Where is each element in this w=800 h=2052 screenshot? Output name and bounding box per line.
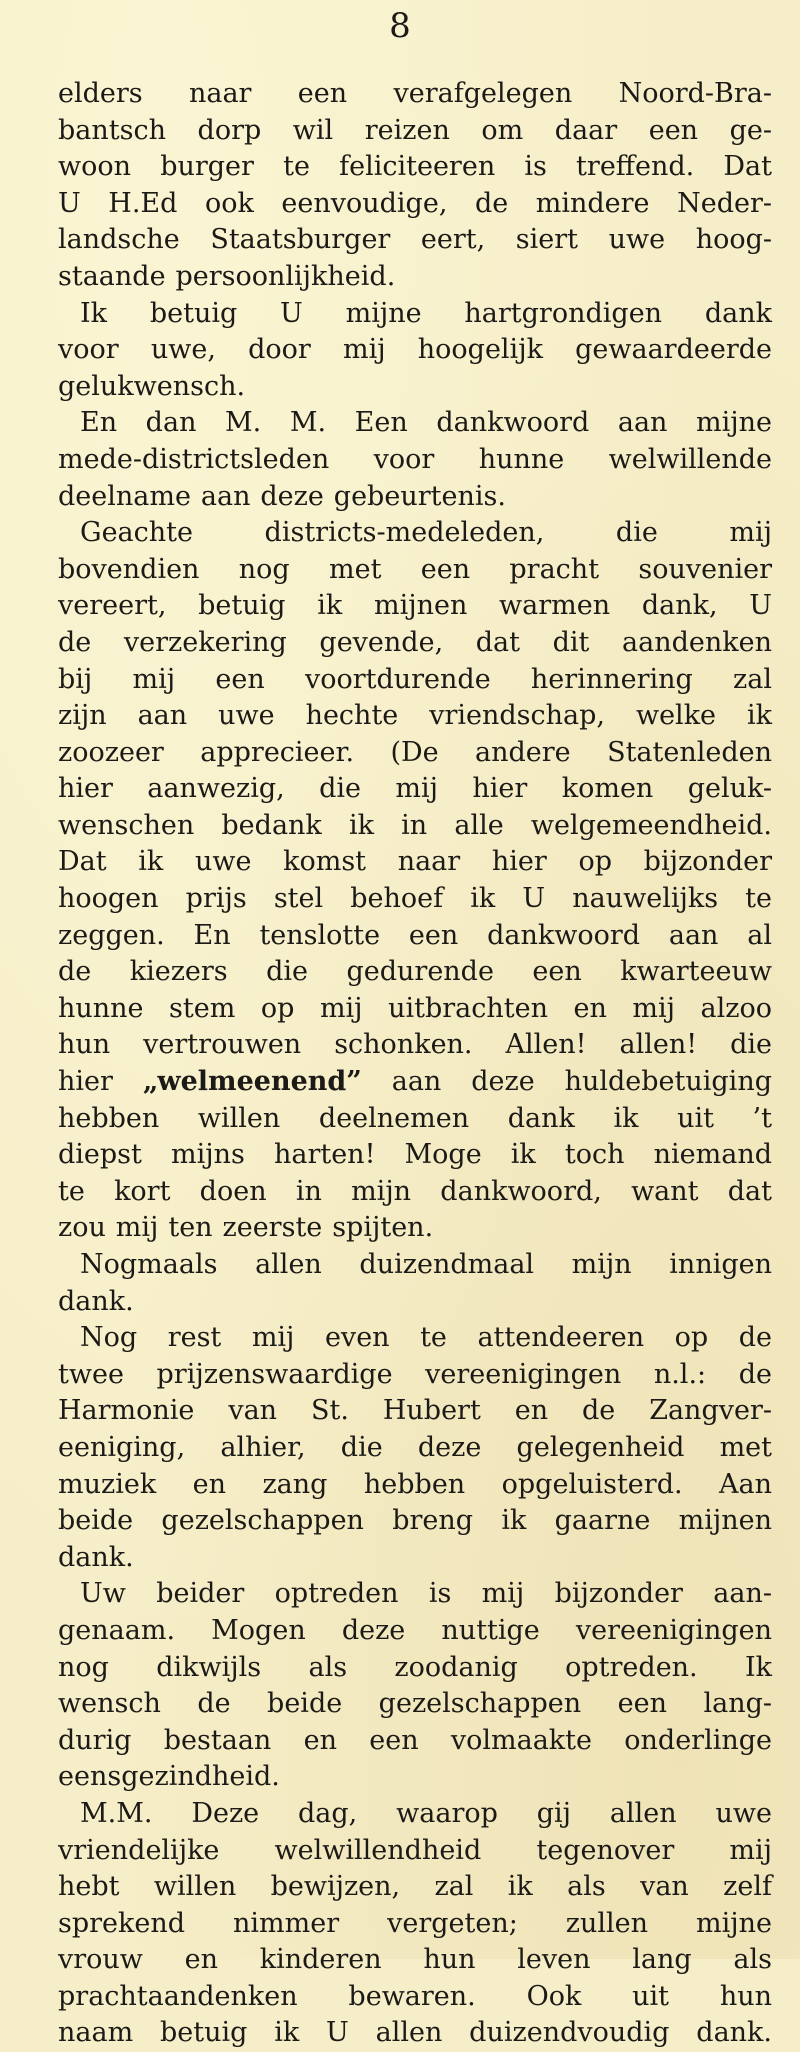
text-line: diepst mijns harten! Moge ik toch niemand [58, 1139, 772, 1171]
text-line-segment: hier [58, 1066, 143, 1098]
text-line: gelukwensch. [58, 370, 246, 402]
text-line: wensch de beide gezelschappen een lang- [58, 1688, 772, 1720]
text-line: muziek en zang hebben opgeluisterd. Aan [58, 1468, 772, 1500]
text-line: Geachte districts-medeleden, die mij [80, 517, 772, 549]
emphasized-word: „welmeenend” [142, 1066, 362, 1098]
text-line: vereert, betuig ik mijnen warmen dank, U [58, 590, 772, 622]
text-line: beide gezelschappen breng ik gaarne mijnen [58, 1505, 772, 1537]
text-line: zoozeer apprecieer. (De andere Statenleden [58, 736, 772, 768]
text-line: zou mij ten zeerste spijten. [58, 1212, 434, 1244]
text-line: Uw beider optreden is mij bijzonder aan- [80, 1578, 772, 1610]
text-line: deelname aan deze gebeurtenis. [58, 480, 506, 512]
text-line: hunne stem op mij uitbrachten en mij alzoo [58, 992, 772, 1024]
text-line: nog dikwijls als zoodanig optreden. Ik [58, 1651, 772, 1683]
text-line: U H.Ed ook eenvoudige, de mindere Neder- [58, 187, 772, 219]
text-line: naam betuig ik U allen duizendvoudig dank. [58, 2017, 772, 2049]
text-line: genaam. Mogen deze nuttige vereenigingen [58, 1614, 772, 1646]
text-line: En dan M. M. Een dankwoord aan mijne [80, 407, 772, 439]
page-number: 8 [389, 6, 411, 46]
text-line: M.M. Deze dag, waarop gij allen uwe [80, 1797, 772, 1829]
text-line: dank. [58, 1285, 134, 1317]
text-line: zijn aan uwe hechte vriendschap, welke ik [58, 700, 772, 732]
text-line: te kort doen in mijn dankwoord, want dat [58, 1175, 772, 1207]
text-line: eensgezindheid. [58, 1761, 280, 1793]
text-line: hier aanwezig, die mij hier komen geluk- [58, 773, 772, 805]
text-line: sprekend nimmer vergeten; zullen mijne [58, 1907, 772, 1939]
text-line: hun vertrouwen schonken. Allen! allen! die [58, 1029, 772, 1061]
text-line: de verzekering gevende, dat dit aandenken [58, 626, 772, 658]
text-line: Harmonie van St. Hubert en de Zangver- [58, 1395, 772, 1427]
text-line: zeggen. En tenslotte een dankwoord aan al [58, 919, 772, 951]
text-line: hebben willen deelnemen dank ik uit ’t [58, 1102, 772, 1134]
text-line: vrouw en kinderen hun leven lang als [58, 1944, 772, 1976]
text-line: staande persoonlijkheid. [58, 260, 396, 292]
text-line: bij mij een voortdurende herinnering zal [58, 663, 772, 695]
text-line: Nog rest mij even te attendeeren op de [80, 1322, 772, 1354]
text-line: woon burger te feliciteeren is treffend. Dat [58, 151, 772, 183]
text-line: bantsch dorp wil reizen om daar een ge- [58, 114, 772, 146]
text-line: dank. [58, 1541, 134, 1573]
text-line: durig bestaan en een volmaakte onderlinge [58, 1724, 772, 1756]
text-line: prachtaandenken bewaren. Ook uit hun [58, 1980, 772, 2012]
text-line: Ik betuig U mijne hartgrondigen dank [80, 297, 772, 329]
text-line: eeniging, alhier, die deze gelegenheid met [58, 1431, 772, 1463]
body-text [58, 76, 772, 2052]
text-line: Nogmaals allen duizendmaal mijn innigen [80, 1249, 772, 1280]
text-line: elders naar een verafgelegen Noord-Bra- [58, 78, 772, 109]
text-line: hebt willen bewijzen, zal ik als van zelf [58, 1871, 772, 1903]
text-line: de kiezers die gedurende een kwarteeuw [58, 956, 772, 988]
text-line: landsche Staatsburger eert, siert uwe hoog- [58, 224, 772, 256]
text-line: bovendien nog met een pracht souvenier [58, 553, 772, 585]
text-line: mede-districtsleden voor hunne welwillende [58, 443, 772, 475]
text-line: twee prijzenswaardige vereenigingen n.l.: de [58, 1358, 772, 1390]
text-line: Dat ik uwe komst naar hier op bijzonder [58, 846, 772, 878]
text-line: wenschen bedank ik in alle welgemeendheid. [58, 809, 772, 841]
text-line: vriendelijke welwillendheid tegenover mij [58, 1834, 772, 1866]
text-line [58, 1064, 772, 1101]
text-line: voor uwe, door mij hoogelijk gewaardeerde [58, 334, 772, 366]
text-line: hoogen prijs stel behoef ik U nauwelijks te [58, 883, 772, 915]
text-line-segment: aan deze huldebetuiging [361, 1066, 772, 1098]
